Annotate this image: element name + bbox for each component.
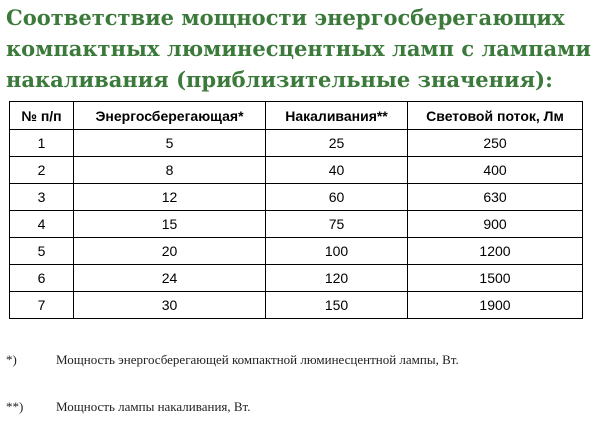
cell-number: 1 (10, 130, 74, 157)
cell-incandescent: 120 (266, 265, 408, 292)
cell-luminous-flux: 1200 (408, 238, 583, 265)
table-row (10, 265, 583, 292)
cell-incandescent: 25 (266, 130, 408, 157)
cell-energy-saving: 24 (74, 265, 266, 292)
cell-energy-saving: 30 (74, 292, 266, 319)
footnote-text: Мощность лампы накаливания, Вт. (56, 399, 251, 414)
title-line: Соответствие мощности энергосберегающих (6, 5, 565, 30)
table-row (10, 157, 583, 184)
header-energy-saving: Энергосберегающая* (74, 102, 266, 130)
title-line: накаливания (приблизительные значения): (6, 67, 553, 92)
cell-energy-saving: 8 (74, 157, 266, 184)
document-title (6, 2, 596, 95)
cell-incandescent: 75 (266, 211, 408, 238)
title-line: компактных люминесцентных ламп с лампами (6, 36, 591, 61)
cell-energy-saving: 12 (74, 184, 266, 211)
footnote-mark: **) (6, 399, 24, 414)
cell-luminous-flux: 900 (408, 211, 583, 238)
table-row (10, 211, 583, 238)
cell-number: 4 (10, 211, 74, 238)
cell-incandescent: 150 (266, 292, 408, 319)
footnote-text: Мощность энергосберегающей компактной люминесцентной лампы, Вт. (56, 352, 459, 367)
cell-energy-saving: 20 (74, 238, 266, 265)
footnote-incandescent (6, 399, 251, 415)
cell-luminous-flux: 630 (408, 184, 583, 211)
cell-incandescent: 60 (266, 184, 408, 211)
cell-incandescent: 40 (266, 157, 408, 184)
cell-luminous-flux: 400 (408, 157, 583, 184)
cell-incandescent: 100 (266, 238, 408, 265)
cell-number: 3 (10, 184, 74, 211)
table-row (10, 130, 583, 157)
cell-luminous-flux: 1500 (408, 265, 583, 292)
cell-luminous-flux: 1900 (408, 292, 583, 319)
table-header-row (10, 102, 583, 130)
cell-luminous-flux: 250 (408, 130, 583, 157)
cell-number: 7 (10, 292, 74, 319)
cell-number: 6 (10, 265, 74, 292)
table-row (10, 184, 583, 211)
header-number: № п/п (10, 102, 74, 130)
footnote-mark: *) (6, 352, 17, 367)
cell-energy-saving: 15 (74, 211, 266, 238)
table-row (10, 238, 583, 265)
cell-energy-saving: 5 (74, 130, 266, 157)
cell-number: 2 (10, 157, 74, 184)
table-row (10, 292, 583, 319)
lamp-comparison-table (9, 101, 583, 319)
header-luminous-flux: Световой поток, Лм (408, 102, 583, 130)
cell-number: 5 (10, 238, 74, 265)
footnote-energy-saving (6, 352, 459, 368)
header-incandescent: Накаливания** (266, 102, 408, 130)
